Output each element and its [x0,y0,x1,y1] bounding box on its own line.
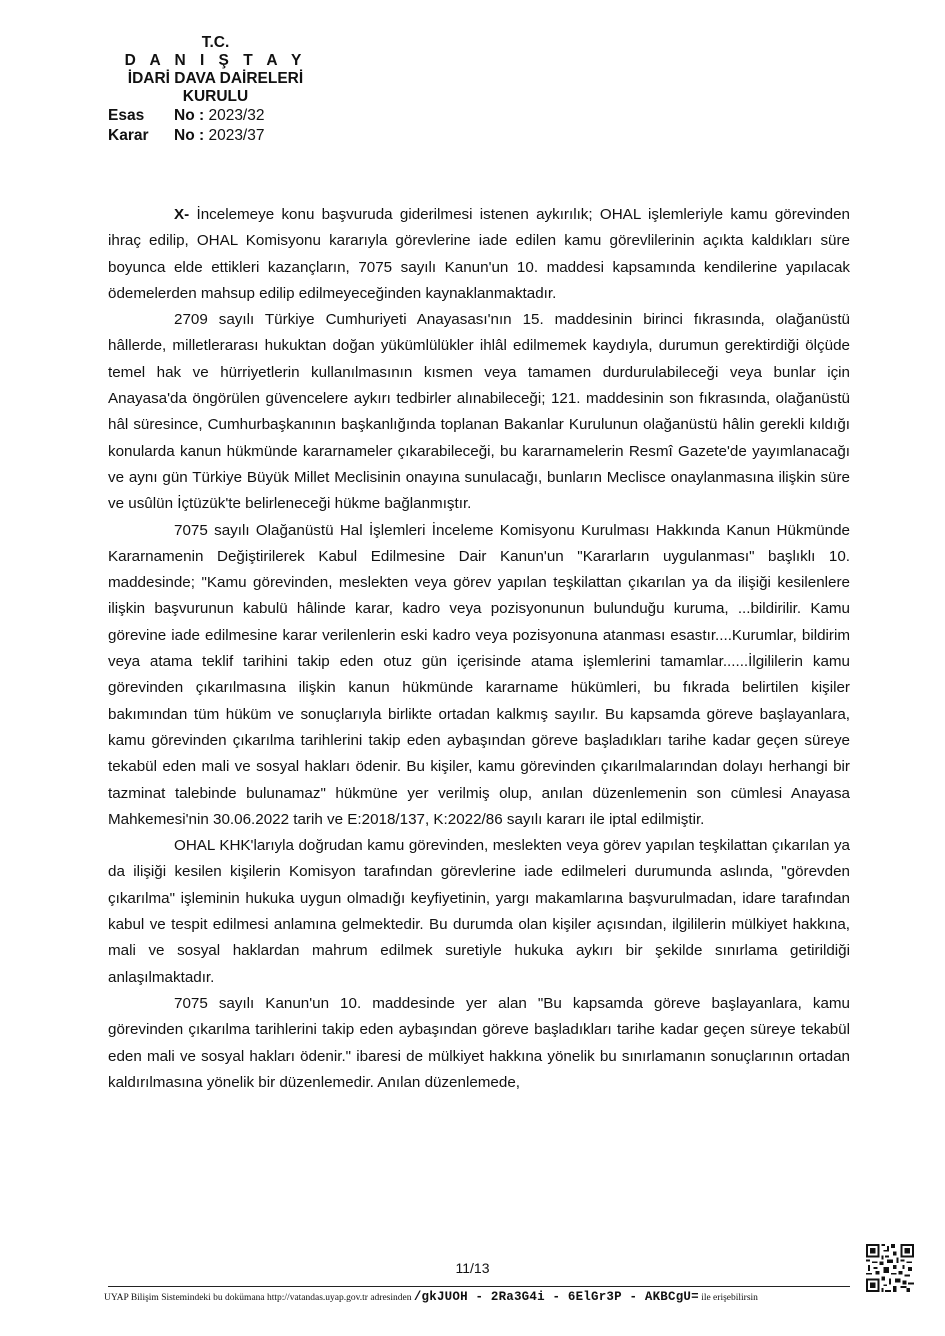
header-tc: T.C. [201,34,230,51]
karar-row [108,126,323,146]
footer-verification-code: /gkJUOH - 2Ra3G4i - 6ElGr3P - AKBCgU= [413,1290,699,1304]
esas-value: 2023/32 [208,107,265,124]
section-marker: X- [174,206,190,223]
paragraph-5: 7075 sayılı Kanun'un 10. maddesinde yer alan "Bu kapsamda göreve başlayanlara, kamu görevinden çıkarılma tarihlerini takip eden aybaşından göreve başladıkları tarihe kadar geçen süreye tekabül eden mali ve sosyal hakları ödenir." ibaresi de mülkiyet hakkına yönelik bu sınırlamanın sonuçlarının ortadan kaldırılmasına yönelik bir düzenlemedir. Anılan düzenlemede, [108,994,850,1091]
footer-prefix: UYAP Bilişim Sistemindeki bu dokümana http://vatandas.uyap.gov.tr adresinden [104,1293,412,1303]
document-header [108,34,323,146]
esas-label: Esas [108,107,145,124]
paragraph-1-text: İncelemeye konu başvuruda giderilmesi istenen aykırılık; OHAL işlemleriyle kamu görevinden ihraç edilip, OHAL Komisyonu kararıyla görevlerine iade edilen kamu görevlilerinin açıkta kaldıkları süre boyunca elde ettikleri kazançların, 7075 sayılı Kanun'un 10. maddesi kapsamında kendilerine yapılacak ödemelerden mahsup edilip edilmeyeceğinden kaynaklanmaktadır. [108,206,850,302]
karar-no-label: No : [174,127,205,144]
header-kurulu: KURULU [182,88,249,105]
footer-divider [108,1286,850,1287]
header-danistay: D A N I Ş T A Y [124,52,307,69]
header-idari-dava: İDARİ DAVA DAİRELERİ [127,70,304,87]
esas-no-label: No : [174,107,205,124]
paragraph-1 [108,202,850,307]
page-number: 11/13 [455,1260,490,1276]
paragraph-4: OHAL KHK'larıyla doğrudan kamu görevinden, meslekten veya görev yapılan teşkilattan çıkarılan ya da ilişiği kesilen kişilerin Komisyon tarafından görevlerine iade edilmeleri durumunda aslında, "görevden çıkarılma" işleminin hukuka uygun olmadığı keyfiyetinin, yargı makamlarına başvurulmadan, idare tarafından kabul ve tespit edilmesi anlamına gelmektedir. Bu durumda olan kişiler açısından, ilgililerin mülkiyet hakkına, mali ve sosyal haklardan mahrum edilmek suretiyle hukuka aykırı bir şekilde sınırlama getirildiği anlaşılmaktadır. [108,837,850,986]
qr-code-icon [866,1244,914,1292]
karar-label: Karar [108,127,149,144]
footer-suffix: ile erişebilirsin [701,1293,758,1303]
esas-row [108,106,323,126]
document-body [108,202,850,1096]
footer-verification [104,1290,758,1304]
paragraph-3: 7075 sayılı Olağanüstü Hal İşlemleri İnceleme Komisyonu Kurulması Hakkında Kanun Hükmünde Kararnamenin Değiştirilerek Kabul Edilmesine Dair Kanun'un "Kararların uygulanması" başlıklı 10. maddesinde; "Kamu görevinden, meslekten veya görev yapılan teşkilattan çıkarılan ya da ilişiği kesilenlere ilişkin başvurunun kabulü hâlinde karar, kadro veya pozisyonunun bulunduğu kuruma, ...bildirilir. Kamu görevine iade edilmesine karar verilenlerin eski kadro veya pozisyonuna atanması esastır....Kurumlar, bildirim veya atama teklif tarihini takip eden otuz gün içerisinde atama işlemlerini tamamlar......İlgililerin kamu görevinden çıkarılmasına ilişkin kanun hükmünde kararname hükümleri, bu fıkrada belirtilen kişiler bakımından tüm hüküm ve sonuçlarıyla birlikte ortadan kalkmış sayılır. Bu kapsamda göreve başlayanlara, kamu görevinden çıkarılma tarihlerini takip eden aybaşından göreve başladıkları tarihe kadar geçen süreye tekabül eden mali ve sosyal hakları ödenir. Bu kişiler, kamu görevinden çıkarılmalarından dolayı herhangi bir tazminat talebinde bulunamaz" hükmüne yer verilmiş olup, anılan düzenlemenin son cümlesi Anayasa Mahkemesi'nin 30.06.2022 tarih ve E:2018/137, K:2022/86 sayılı kararı ile iptal edilmiştir. [108,521,850,828]
paragraph-2: 2709 sayılı Türkiye Cumhuriyeti Anayasası'nın 15. maddesinin birinci fıkrasında, olağanüstü hâllerde, milletlerarası hukuktan doğan yükümlülükler ihlâl edilmemek kaydıyla, durumun gerektirdiği ölçüde temel hak ve hürriyetlerin kullanılmasının kısmen veya tamamen durdurulabileceği veya bunlar için Anayasa'da öngörülen güvencelere aykırı tedbirler alınabileceği; 121. maddesinin son fıkrasında, olağanüstü hâl süresince, Cumhurbaşkanının başkanlığında toplanan Bakanlar Kurulunun olağanüstü hâlin gerekli kıldığı konularda kanun hükmünde kararnameler çıkarabileceği, bu kararnamelerin Resmî Gazete'de yayımlanacağı ve aynı gün Türkiye Büyük Millet Meclisinin onayına sunulacağı, bunların Meclisce onaylanmasına ilişkin süre ve usûlün İçtüzük'te belirleneceği hükme bağlanmıştır. [108,311,850,513]
karar-value: 2023/37 [208,127,265,144]
